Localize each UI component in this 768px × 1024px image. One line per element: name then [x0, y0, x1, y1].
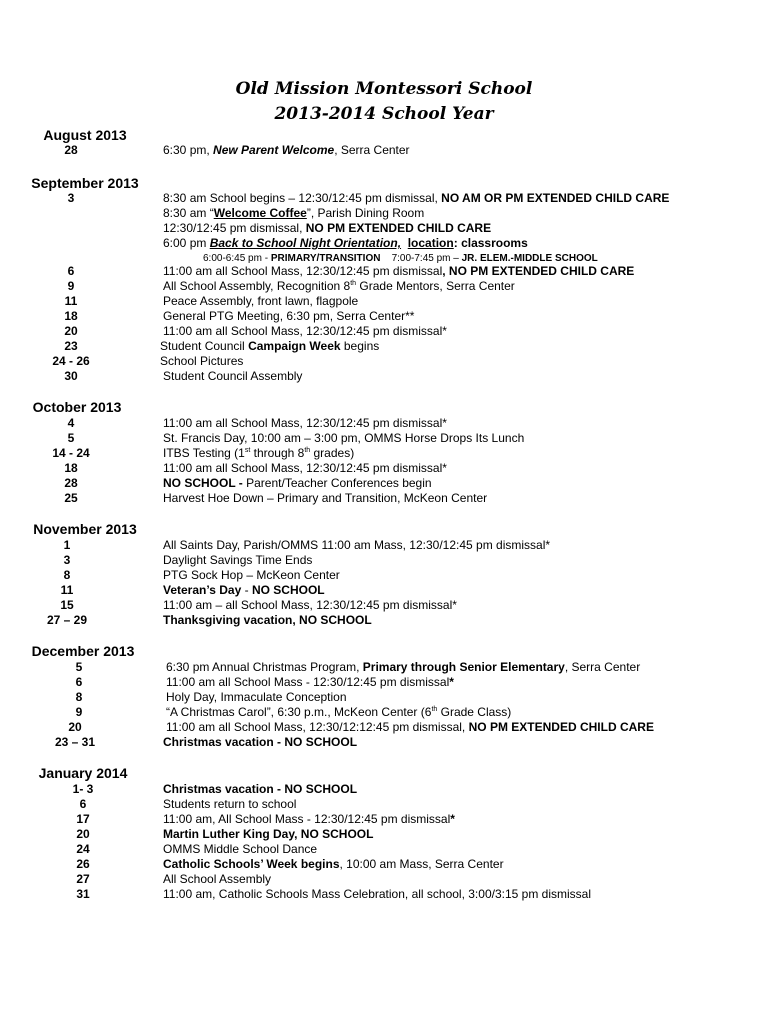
event-row [0, 782, 768, 797]
event-row [0, 431, 768, 446]
event-row [0, 416, 768, 431]
event-description: 11:00 am, Catholic Schools Mass Celebration, all school, 3:00/3:15 pm dismissal [163, 887, 591, 901]
event-date: 4 [67, 416, 75, 430]
event-row [0, 675, 768, 690]
event-row [0, 206, 768, 221]
event-date: 27 – 29 [46, 613, 88, 627]
event-description: PTG Sock Hop – McKeon Center [163, 568, 340, 582]
event-description: 11:00 am all School Mass, 12:30/12:45 pm dismissal* [163, 416, 447, 430]
event-description: 11:00 am all School Mass, 12:30/12:12:45 pm dismissal, NO PM EXTENDED CHILD CARE [166, 720, 654, 734]
event-row [0, 842, 768, 857]
event-date: 17 [76, 812, 90, 826]
event-date: 23 [64, 339, 78, 353]
event-description: Student Council Assembly [163, 369, 303, 383]
event-description: 11:00 am, All School Mass - 12:30/12:45 pm dismissal* [163, 812, 455, 826]
event-row [0, 660, 768, 675]
event-row [0, 461, 768, 476]
month-heading-august: August 2013 [43, 127, 127, 143]
event-description: Students return to school [163, 797, 297, 811]
month-heading-november: November 2013 [33, 521, 137, 537]
event-date: 26 [76, 857, 90, 871]
event-description: “A Christmas Carol”, 6:30 p.m., McKeon Center (6th Grade Class) [166, 705, 512, 719]
event-description: 11:00 am all School Mass, 12:30/12:45 pm dismissal* [163, 461, 447, 475]
event-description: Student Council Campaign Week begins [160, 339, 380, 353]
event-description: Harvest Hoe Down – Primary and Transition, McKeon Center [163, 491, 488, 505]
event-row [0, 538, 768, 553]
event-date: 6 [75, 675, 83, 689]
event-date: 20 [76, 827, 90, 841]
event-description: Holy Day, Immaculate Conception [166, 690, 347, 704]
event-date: 3 [63, 553, 71, 567]
event-description: Christmas vacation - NO SCHOOL [163, 782, 358, 796]
event-date: 11 [60, 583, 74, 597]
event-row [0, 705, 768, 720]
event-description: Peace Assembly, front lawn, flagpole [163, 294, 359, 308]
event-date: 18 [64, 309, 78, 323]
event-date: 3 [67, 191, 75, 205]
event-row [0, 221, 768, 236]
event-date: 6 [79, 797, 87, 811]
event-row [0, 872, 768, 887]
event-row [0, 491, 768, 506]
event-row [0, 446, 768, 461]
event-date: 8 [63, 568, 71, 582]
event-description: 8:30 am School begins – 12:30/12:45 pm dismissal, NO AM OR PM EXTENDED CHILD CARE [163, 191, 670, 205]
event-description: Catholic Schools’ Week begins, 10:00 am Mass, Serra Center [163, 857, 504, 871]
event-description: OMMS Middle School Dance [163, 842, 318, 856]
event-date: 5 [67, 431, 75, 445]
event-description: Thanksgiving vacation, NO SCHOOL [163, 613, 372, 627]
event-description: ITBS Testing (1st through 8th grades) [163, 446, 355, 460]
event-row [0, 264, 768, 279]
event-description: 6:00 pm Back to School Night Orientation, location: classrooms [163, 236, 528, 250]
event-date: 28 [64, 476, 78, 490]
event-date: 1 [63, 538, 71, 552]
event-description: All Saints Day, Parish/OMMS 11:00 am Mass, 12:30/12:45 pm dismissal* [163, 538, 551, 552]
event-date: 20 [68, 720, 82, 734]
event-date: 9 [67, 279, 75, 293]
event-description: Daylight Savings Time Ends [163, 553, 313, 567]
event-date: 15 [60, 598, 74, 612]
event-row [0, 236, 768, 251]
event-row [0, 476, 768, 491]
event-row [0, 735, 768, 750]
month-heading-october: October 2013 [32, 399, 122, 415]
event-description: 11:00 am all School Mass, 12:30/12:45 pm dismissal* [163, 324, 447, 338]
event-description: School Pictures [160, 354, 244, 368]
event-date: 5 [75, 660, 83, 674]
event-date: 27 [76, 872, 90, 886]
event-row [0, 583, 768, 598]
event-row [0, 812, 768, 827]
month-heading-december: December 2013 [31, 643, 135, 659]
event-date: 18 [64, 461, 78, 475]
event-row [0, 143, 768, 158]
month-heading-september: September 2013 [31, 175, 139, 191]
event-description: 11:00 am – all School Mass, 12:30/12:45 pm dismissal* [163, 598, 457, 612]
event-row [0, 720, 768, 735]
event-description: 6:00-6:45 pm - PRIMARY/TRANSITION 7:00-7:45 pm – JR. ELEM.-MIDDLE SCHOOL [203, 253, 598, 264]
event-description: Christmas vacation - NO SCHOOL [163, 735, 358, 749]
event-date: 24 [76, 842, 90, 856]
event-row [0, 613, 768, 628]
event-date: 28 [64, 143, 78, 157]
event-description: Martin Luther King Day, NO SCHOOL [163, 827, 374, 841]
event-date: 11 [64, 294, 78, 308]
event-row [0, 369, 768, 384]
event-description: All School Assembly [163, 872, 272, 886]
event-row [0, 553, 768, 568]
event-row [0, 568, 768, 583]
event-date: 8 [75, 690, 83, 704]
event-row [0, 339, 768, 354]
event-description: 11:00 am all School Mass, 12:30/12:45 pm dismissal, NO PM EXTENDED CHILD CARE [163, 264, 635, 278]
event-row [0, 857, 768, 872]
event-date: 6 [67, 264, 75, 278]
event-row [0, 279, 768, 294]
event-date: 1- 3 [72, 782, 94, 796]
event-date: 30 [64, 369, 78, 383]
event-row [0, 797, 768, 812]
month-heading-january: January 2014 [38, 765, 128, 781]
event-description: 6:30 pm Annual Christmas Program, Primary through Senior Elementary, Serra Center [166, 660, 641, 674]
event-date: 20 [64, 324, 78, 338]
school-year: 2013-2014 School Year [274, 104, 494, 124]
event-date: 23 – 31 [54, 735, 96, 749]
event-description: 11:00 am all School Mass - 12:30/12:45 pm dismissal* [166, 675, 454, 689]
event-date: 24 - 26 [52, 354, 90, 368]
event-row [0, 827, 768, 842]
event-description: 6:30 pm, New Parent Welcome, Serra Center [163, 143, 410, 157]
event-date: 9 [75, 705, 83, 719]
event-description: 12:30/12:45 pm dismissal, NO PM EXTENDED CHILD CARE [163, 221, 492, 235]
event-date: 14 - 24 [52, 446, 90, 460]
event-date: 31 [76, 887, 90, 901]
event-description: St. Francis Day, 10:00 am – 3:00 pm, OMMS Horse Drops Its Lunch [163, 431, 525, 445]
event-description: All School Assembly, Recognition 8th Grade Mentors, Serra Center [163, 279, 515, 293]
event-row [0, 191, 768, 206]
event-row [0, 309, 768, 324]
event-description: 8:30 am “Welcome Coffee”, Parish Dining Room [163, 206, 425, 220]
event-row [0, 294, 768, 309]
event-row [0, 598, 768, 613]
school-name: Old Mission Montessori School [235, 79, 533, 99]
event-description: General PTG Meeting, 6:30 pm, Serra Center** [163, 309, 415, 323]
event-row [0, 690, 768, 705]
event-row [0, 354, 768, 369]
event-description: Veteran’s Day - NO SCHOOL [163, 583, 325, 597]
event-description: NO SCHOOL - Parent/Teacher Conferences begin [163, 476, 432, 490]
event-row [0, 887, 768, 902]
event-row [0, 324, 768, 339]
event-date: 25 [64, 491, 78, 505]
